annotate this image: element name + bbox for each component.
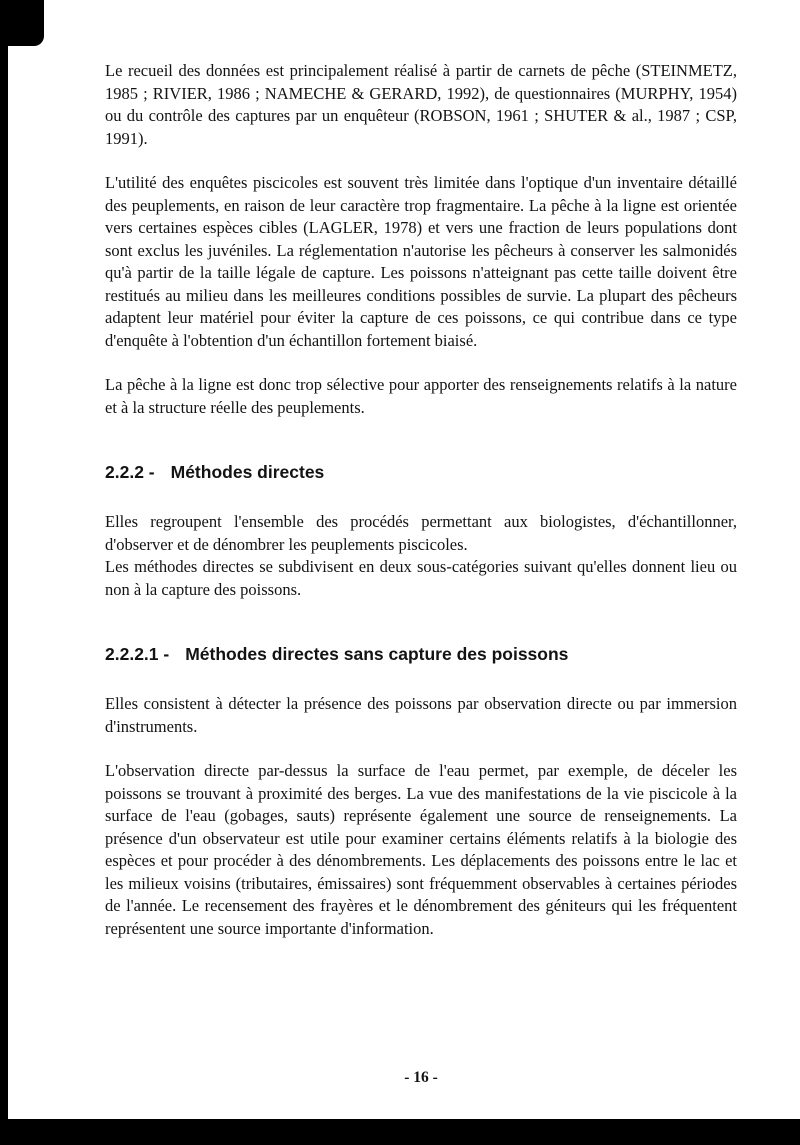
section-heading-methodes-directes	[105, 461, 737, 483]
document-page-content	[105, 60, 737, 962]
section-number: 2.2.2.1 -	[105, 644, 170, 664]
scan-corner-mark	[0, 0, 44, 46]
paragraph-survey-limitations: L'utilité des enquêtes piscicoles est souvent très limitée dans l'optique d'un inventaire détaillé des peuplements, en raison de leur caractère trop fragmentaire. La pêche à la ligne est orientée vers certaines espèces cibles (LAGLER, 1978) et vers une fraction de leurs populations dont sont exclus les juvéniles. La réglementation n'autorise les pêcheurs à conserver les salmonidés qu'à partir de la taille légale de capture. Les poissons n'atteignant pas cette taille doivent être restitués au milieu dans les meilleures conditions possibles de survie. La plupart des pêcheurs adaptent leur matériel pour éviter la capture de ces poissons, ce qui contribue dans ce type d'enquête à l'obtention d'un échantillon fortement biaisé.	[105, 173, 737, 350]
paragraph-sans-capture-intro: Elles consistent à détecter la présence des poissons par observation directe ou par immersion d'instruments.	[105, 694, 737, 736]
section-title: Méthodes directes sans capture des poissons	[185, 644, 569, 664]
scan-border-bottom	[0, 1119, 800, 1145]
paragraph-data-collection: Le recueil des données est principalement réalisé à partir de carnets de pêche (STEINMETZ, 1985 ; RIVIER, 1986 ; NAMECHE & GERARD, 1992), de questionnaires (MURPHY, 1954) ou du contrôle des captures par un enquêteur (ROBSON, 1961 ; SHUTER & al., 1987 ; CSP, 1991).	[105, 61, 737, 148]
section-title: Méthodes directes	[170, 462, 325, 482]
section-heading-sans-capture	[105, 643, 737, 665]
paragraph-observation-directe: L'observation directe par-dessus la surface de l'eau permet, par exemple, de déceler les poissons se trouvant à proximité des berges. La vue des manifestations de la vie piscicole à la surface de l'eau (gobages, sauts) représente également une source de renseignements. La présence d'un observateur est utile pour examiner certains éléments relatifs à la biologie des espèces et pour procéder à des dénombrements. Les déplacements des poissons entre le lac et les milieux voisins (tributaires, émissaires) sont fréquemment observables à certaines périodes de l'année. Le recensement des frayères et le dénombrement des géniteurs qui les fréquentent représentent une source importante d'information.	[105, 761, 737, 938]
paragraph-selectivity: La pêche à la ligne est donc trop sélective pour apporter des renseignements relatifs à la nature et à la structure réelle des peuplements.	[105, 375, 737, 417]
paragraph-methodes-directes-b: Les méthodes directes se subdivisent en deux sous-catégories suivant qu'elles donnent lieu ou non à la capture des poissons.	[105, 557, 737, 599]
section-number: 2.2.2 -	[105, 462, 155, 482]
scan-border-left	[0, 0, 8, 1145]
paragraph-methodes-directes-a: Elles regroupent l'ensemble des procédés permettant aux biologistes, d'échantillonner, d'observer et de dénombrer les peuplements piscicoles.	[105, 512, 737, 554]
page-number: - 16 -	[404, 1069, 438, 1086]
